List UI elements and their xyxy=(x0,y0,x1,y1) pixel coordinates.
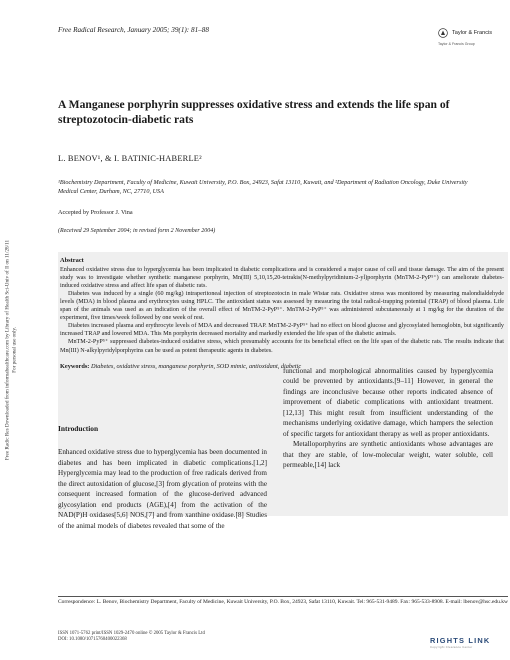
author-affiliations: ¹Biochemistry Department, Faculty of Medicine, Kuwait University, P.O. Box, 24923, Safat 13110, Kuwait, and ²Department of Radiation Oncology, Duke University Medical Center, Durham, NC, 27710, USA xyxy=(58,179,468,195)
rightslink-label: RIGHTS LINK xyxy=(430,636,491,645)
intro-paragraph-left: Enhanced oxidative stress due to hyperglycemia has been documented in diabetes and has been implicated in diabetic complications.[1,2] Hyperglycemia may lead to the production of free radicals derived from the direct autoxidation of glucose,[3] from glycation of proteins with the consequent increased formation of the glucose-derived advanced glycosylation end products (AGE),[4] from the activation of the NAD(P)H oxidases[5,6] NOS,[7] and from xanthine oxidase.[8] Studies of the animal models of diabetes revealed that some of the xyxy=(58,448,267,530)
side-note-line-2: For personal use only. xyxy=(11,327,17,373)
doi-line: DOI: 10.1080/10715760400022368 xyxy=(58,637,127,643)
rightslink-subtitle: Copyright Clearance Center xyxy=(430,645,473,649)
keywords-list: Diabetes, oxidative stress, manganese porphyrin, SOD mimic, antioxidant, diabetic xyxy=(90,362,302,370)
abstract-paragraph-1: Enhanced oxidative stress due to hyperglycemia has been implicated in diabetic complications and is considered a major cause of cell and tissue damage. The aim of the present study was to investigate whether synthetic manganese porphyrin, Mn(III) 5,10,15,20-tetrakis(N-methylpyridinium-2-yl)porphyrin (MnTM-2-PyP⁵⁺) can ameliorate diabetes-induced oxidative stress and affect life span of diabetic rats. xyxy=(60,267,504,290)
issn-line: ISSN 1071-5762 print/ISSN 1029-2470 online © 2005 Taylor & Francis Ltd xyxy=(58,631,205,636)
issn-doi-block xyxy=(58,631,205,644)
download-side-note xyxy=(0,239,22,461)
side-note-line-1: Free Radic Res Downloaded from informahealthcare.com by Library of Health Sci-Univ of Il on 11/28/11 xyxy=(4,239,11,461)
publisher-name: Taylor & Francis xyxy=(452,30,493,37)
received-dates: (Received 29 September 2004; in revised form 2 November 2004) xyxy=(58,228,216,234)
publisher-emblem-icon xyxy=(438,28,448,38)
article-title: A Manganese porphyrin suppresses oxidative stress and extends the life span of streptozotocin-diabetic rats xyxy=(58,98,450,126)
keywords-label: Keywords: xyxy=(60,362,90,370)
publisher-logo xyxy=(438,24,498,46)
introduction-heading: Introduction xyxy=(58,424,99,433)
abstract-heading: Abstract xyxy=(60,257,84,264)
intro-paragraph-right-1: functional and morphological abnormalities caused by hyperglycemia could be prevented by antioxidants.[9–11] However, in general the findings are inconclusive because other reports indicated absence of improvement of diabetic complications with antioxidant treatment.[12,13] This might result from insufficient understanding of the mechanisms underlying oxidative damage, which hampers the selection of specific targets for antioxidant therapy as well as proper antioxidants. xyxy=(283,367,493,438)
body-right-column xyxy=(283,366,493,471)
abstract-paragraph-4: MnTM-2-PyP⁵⁺ suppressed diabetes-induced oxidative stress, which presumably accounts for its beneficial effect on the life span of the diabetic rats. The results indicate that Mn(III) N-alkylpyridylporphyrins can be used as potent therapeutic agents in diabetes. xyxy=(60,339,504,354)
footnote-divider xyxy=(58,596,508,597)
rightslink-logo[interactable] xyxy=(430,636,490,649)
publisher-subtitle: Taylor & Francis Group xyxy=(438,42,475,46)
journal-citation: Free Radical Research, January 2005; 39(1): 81–88 xyxy=(58,26,209,34)
correspondence-note: Correspondence: L. Benov, Biochemistry Department, Faculty of Medicine, Kuwait University, P.O. Box, 24923, Safat 13110, Kuwait. Tel: 965-531-9489. Fax: 965-533-8908. E-mail: lbenov@hsc.edu.kw xyxy=(58,599,509,605)
article-authors: L. BENOV¹, & I. BATINIC-HABERLE² xyxy=(58,154,202,163)
accepted-by: Accepted by Professor J. Vina xyxy=(58,209,133,216)
abstract-paragraph-3: Diabetes increased plasma and erythrocyte levels of MDA and decreased TRAP. MnTM-2-PyP⁵⁺ had no effect on blood glucose and glycosylated hemoglobin, but significantly increased TRAP and lowered MDA. This Mn porphyrin decreased mortality and markedly extended the life span of the diabetic animals. xyxy=(60,323,504,338)
body-left-column xyxy=(58,424,267,531)
abstract-paragraph-2: Diabetes was induced by a single (60 mg/kg) intraperitoneal injection of streptozotocin in male Wistar rats. Oxidative stress was monitored by measuring malondialdehyde levels (MDA) in blood plasma and erythrocytes using HPLC. The antioxidant status was assessed by measuring the total radical-trapping potential (TRAP) of blood plasma. Life span of the animals was used as an indication of the overall effect of MnTM-2-PyP⁵⁺. MnTM-2-PyP⁵⁺ was administered subcutaneously at 1 mg/kg for the duration of the experiment, five times/week followed by one week of rest. xyxy=(60,291,504,322)
intro-paragraph-right-2: Metalloporphyrins are synthetic antioxidants whose advantages are that they are stable, of low-molecular weight, water soluble, cell permeable,[14] lack xyxy=(283,440,493,470)
